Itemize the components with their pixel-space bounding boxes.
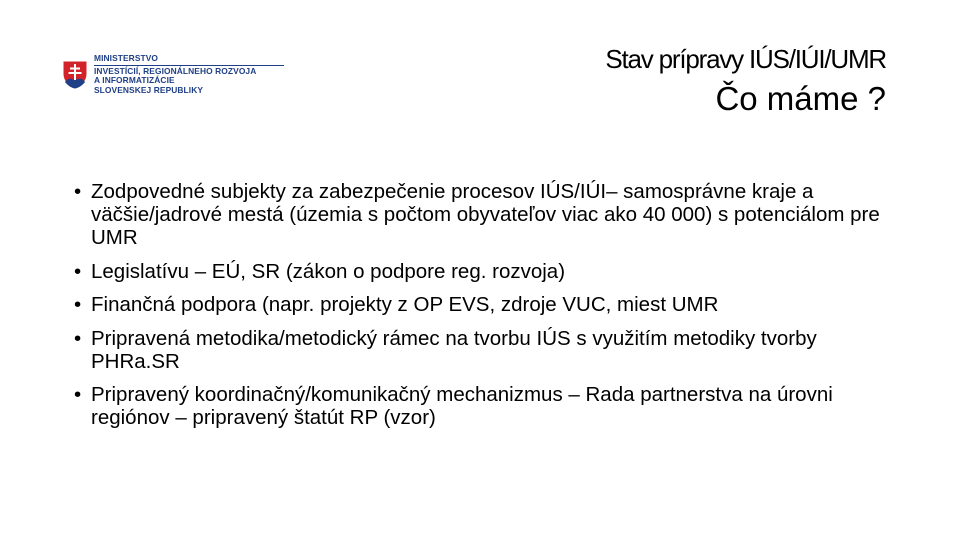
slovak-coat-of-arms-icon (62, 60, 88, 90)
logo-line: INVESTÍCIÍ, REGIONÁLNEHO ROZVOJA (94, 65, 257, 76)
slide-title: Stav prípravy IÚS/IÚI/UMR (605, 44, 886, 74)
bullet-list (74, 180, 894, 440)
logo-line: SLOVENSKEJ REPUBLIKY (94, 84, 204, 95)
bullet-item: • Finančná podpora (napr. projekty z OP EVS, zdroje VUC, miest UMR (74, 293, 894, 316)
bullet-item: • Pripravená metodika/metodický rámec na tvorbu IÚS s využitím metodiky tvorby PHRa.SR (74, 327, 894, 373)
bullet-item: • Legislatívu – EÚ, SR (zákon o podpore reg. rozvoja) (74, 260, 894, 283)
logo-line: MINISTERSTVO (94, 53, 159, 63)
ministry-logo (62, 54, 282, 100)
logo-line: A INFORMATIZÁCIE (94, 75, 175, 86)
bullet-item: • Zodpovedné subjekty za zabezpečenie procesov IÚS/IÚI– samosprávne kraje a väčšie/jadrové mestá (územia s počtom obyvateľov viac ako 40 000) s potenciálom pre UMR (74, 180, 894, 249)
slide-subtitle: Čo máme ? (715, 80, 886, 117)
logo-text (94, 54, 256, 95)
bullet-item: • Pripravený koordinačný/komunikačný mechanizmus – Rada partnerstva na úrovni regiónov – pripravený štatút RP (vzor) (74, 383, 894, 429)
